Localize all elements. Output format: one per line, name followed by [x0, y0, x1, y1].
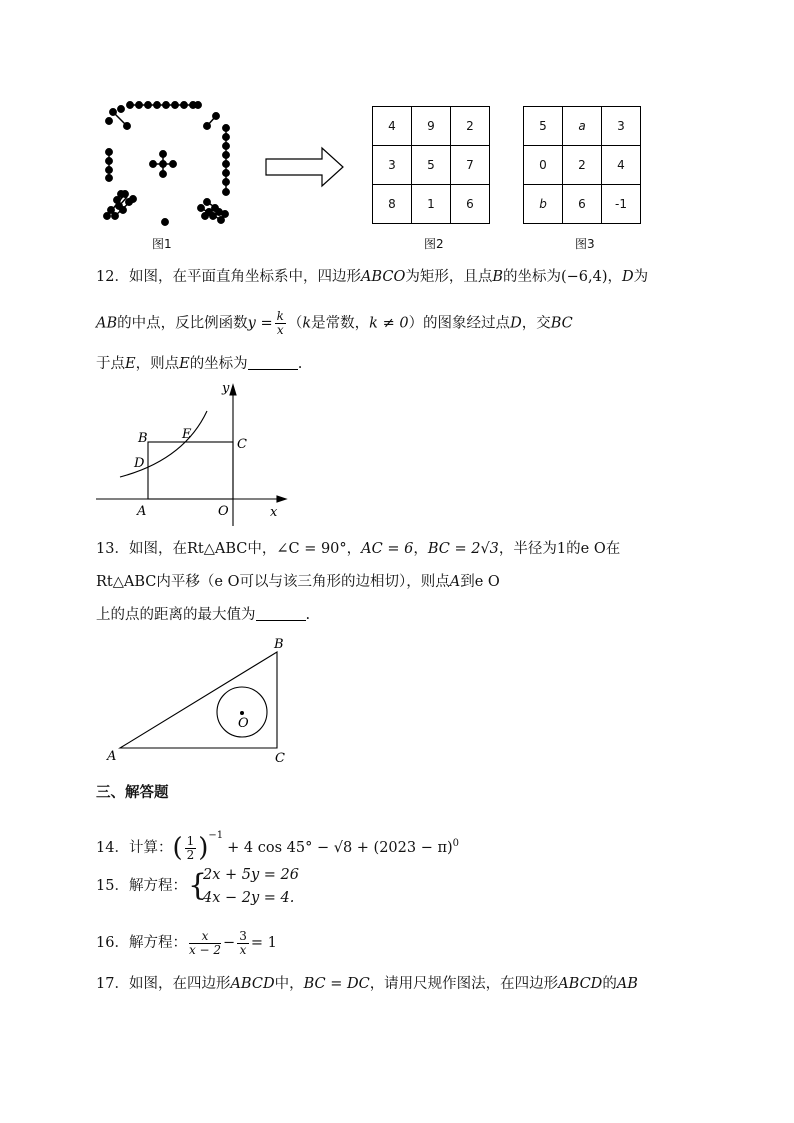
label-C: C — [237, 437, 247, 452]
q12-line-1: 12．如图，在平面直角坐标系中，四边形ABCO为矩形，且点B的坐标为(−6,4)，D为 — [96, 269, 649, 285]
grid-cell: 3 — [373, 146, 412, 185]
grid-cell: 6 — [563, 185, 602, 224]
q15-prefix: 15．解方程： — [96, 878, 187, 894]
grid-cell: 9 — [412, 107, 451, 146]
grid-cell: 4 — [373, 107, 412, 146]
grid-cell: 1 — [412, 185, 451, 224]
grid-cell: 8 — [373, 185, 412, 224]
q15-equation-1: 2x + 5y = 26 — [203, 867, 300, 883]
label-A: A — [137, 504, 147, 519]
right-arrow-icon — [264, 146, 346, 188]
q12-line-2: AB的中点，反比例函数y = $\frac{k}{x}$ （k是常数，k ≠ 0）的图象经过点D，交BC — [96, 309, 573, 337]
label-C: C — [275, 751, 285, 766]
grid-cell: a — [563, 107, 602, 146]
label-y: y — [222, 381, 230, 396]
answer-blank — [256, 606, 306, 621]
grid-cell: 2 — [563, 146, 602, 185]
grid-cell: 2 — [451, 107, 490, 146]
q14-line: 14．计算：( $\frac{1}{2}$ )$^{-1}$+ 4 $\cos 45^\circ - √8 + (2023 - \pi)^0$ — [96, 830, 460, 863]
q13-triangle-figure — [104, 634, 294, 766]
label-O: O — [218, 504, 229, 519]
grid-cell: 5 — [524, 107, 563, 146]
grid-cell: 4 — [602, 146, 641, 185]
grid-cell: -1 — [602, 185, 641, 224]
section-title: 三、解答题 — [96, 785, 169, 801]
grid-cell: 7 — [451, 146, 490, 185]
q13-line-1: 13．如图，在Rt△ABC中，∠C = 90°，AC = 6，BC = 2√3，半径为1的e O在 — [96, 541, 621, 557]
grid-cell: 6 — [451, 185, 490, 224]
label-B: B — [138, 431, 148, 446]
figure-3-caption: 图3 — [575, 237, 595, 251]
answer-blank — [248, 355, 298, 370]
label-D: D — [134, 456, 145, 471]
q12-line-3: 于点E，则点E的坐标为 . — [96, 356, 303, 372]
label-A: A — [107, 749, 117, 764]
figure-3-magic-square — [523, 106, 641, 224]
label-O: O — [238, 716, 249, 731]
q13-line-3: 上的点的距离的最大值为 . — [96, 607, 311, 623]
grid-cell: 0 — [524, 146, 563, 185]
grid-cell: 3 — [602, 107, 641, 146]
figure-1-caption: 图1 — [152, 237, 172, 251]
label-E: E — [182, 427, 192, 442]
grid-cell: b — [524, 185, 563, 224]
q12-coordinate-figure — [94, 380, 294, 528]
q16-line: 16．解方程： $\frac{x}{x - 2}$ − $\frac{3}{x}$ = 1 — [96, 928, 277, 957]
q15-equation-2: 4x − 2y = 4. — [203, 890, 295, 906]
q17-line: 17．如图，在四边形ABCD中，BC = DC，请用尺规作图法，在四边形ABCD的AB — [96, 976, 638, 992]
label-B: B — [274, 637, 284, 652]
grid-cell: 5 — [412, 146, 451, 185]
label-x: x — [270, 505, 278, 520]
figure-2-caption: 图2 — [424, 237, 444, 251]
figure-2-magic-square — [372, 106, 490, 224]
figure-1-dots — [95, 96, 245, 231]
q13-line-2: Rt△ABC内平移（e O可以与该三角形的边相切），则点A到e O — [96, 574, 500, 590]
brace-icon: { — [188, 868, 208, 903]
